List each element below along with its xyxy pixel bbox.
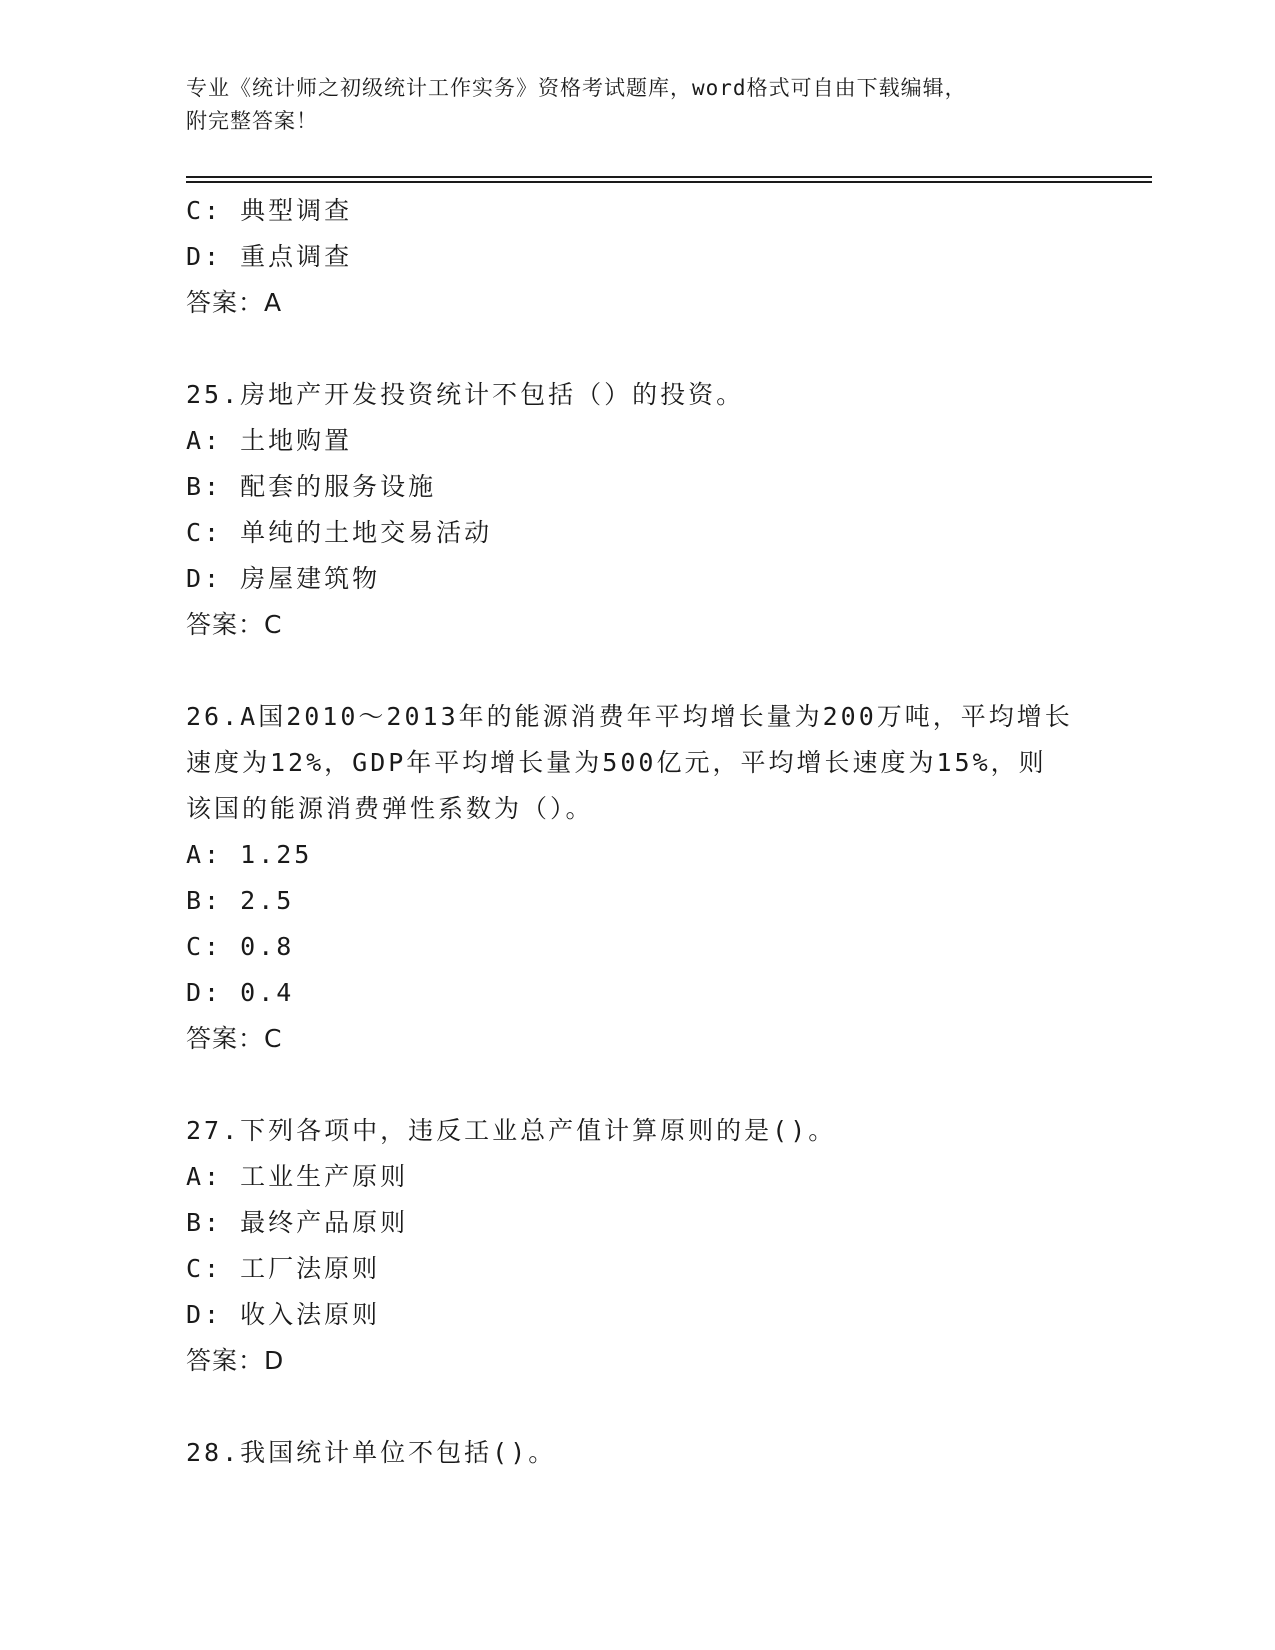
answer: 答案：C [186,610,283,639]
question-25 [186,372,1116,648]
question-stem: 25.房地产开发投资统计不包括（）的投资。 [186,380,745,409]
option-b: B: 配套的服务设施 [186,472,437,501]
question-stem: 28.我国统计单位不包括()。 [186,1438,557,1467]
page-header [186,72,1086,138]
header-rule-top [186,176,1152,178]
answer: 答案：C [186,1024,283,1053]
option-c: C: 0.8 [186,932,295,961]
option-d: D: 房屋建筑物 [186,564,381,593]
spacer [186,1062,1116,1108]
spacer [186,1384,1116,1430]
question-stem-line-3: 该国的能源消费弹性系数为（）。 [186,794,594,823]
header-line-1: 专业《统计师之初级统计工作实务》资格考试题库，word格式可自由下载编辑， [186,76,967,100]
spacer [186,648,1116,694]
option-c: C: 单纯的土地交易活动 [186,518,493,547]
option-d: D: 重点调查 [186,242,353,271]
option-c: C: 工厂法原则 [186,1254,381,1283]
header-rule-bottom [186,181,1152,183]
question-27 [186,1108,1116,1384]
answer: 答案：A [186,288,283,317]
question-stem: 27.下列各项中，违反工业总产值计算原则的是()。 [186,1116,837,1145]
option-a: A: 工业生产原则 [186,1162,409,1191]
question-stem-line-1: 26.A国2010～2013年的能源消费年平均增长量为200万吨，平均增长 [186,702,1073,731]
spacer [186,326,1116,372]
option-a: A: 1.25 [186,840,313,869]
answer: 答案：D [186,1346,285,1375]
header-line-2: 附完整答案！ [186,109,318,133]
question-26 [186,694,1116,1062]
option-b: B: 2.5 [186,886,295,915]
option-d: D: 0.4 [186,978,295,1007]
question-24 [186,188,1116,326]
question-28 [186,1430,1116,1476]
option-c: C: 典型调查 [186,196,353,225]
question-list [186,188,1116,1476]
question-stem-line-2: 速度为12%，GDP年平均增长量为500亿元，平均增长速度为15%，则 [186,748,1047,777]
option-d: D: 收入法原则 [186,1300,381,1329]
option-b: B: 最终产品原则 [186,1208,409,1237]
option-a: A: 土地购置 [186,426,353,455]
